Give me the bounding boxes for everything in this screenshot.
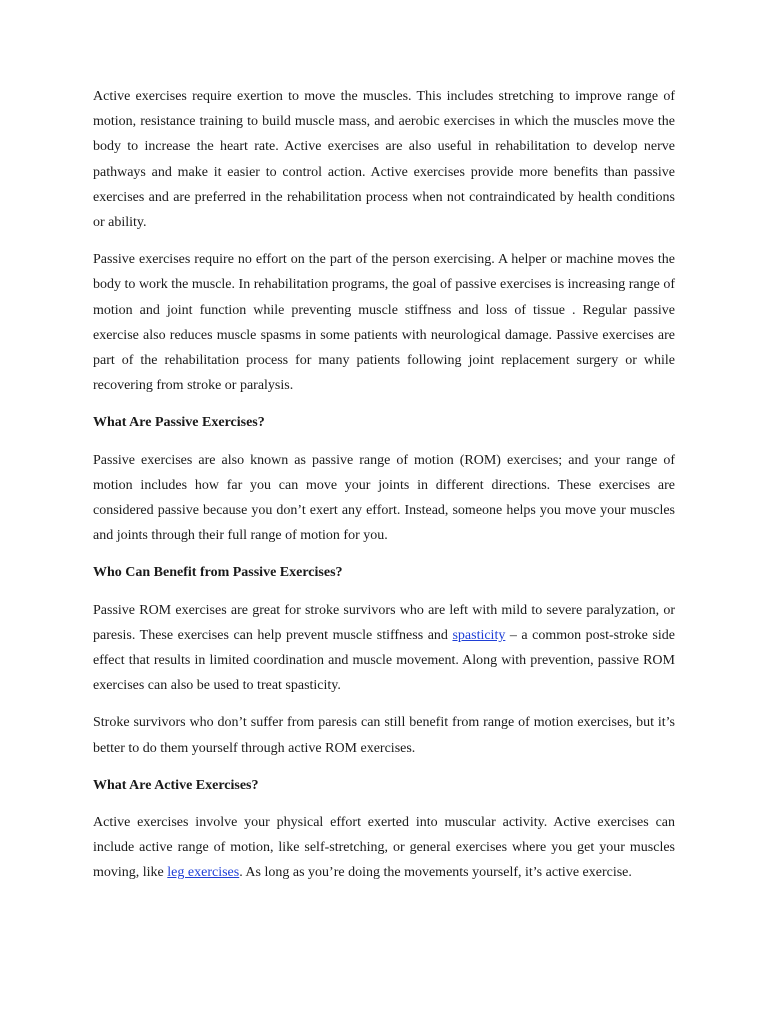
paragraph-stroke-survivors-active: Stroke survivors who don’t suffer from paresis can still benefit from range of motion exercises, but it’s better to do them yourself through active ROM exercises. xyxy=(93,715,675,756)
heading-what-are-active-exercises: What Are Active Exercises? xyxy=(93,777,259,793)
paragraph-text-segment: – a common post-stroke side effect that results in limited coordination and muscle movement. Along with prevention, passive ROM exercises can also be used to treat spasticity. xyxy=(93,627,675,694)
paragraph-text-segment: . As long as you’re doing the movements yourself, it’s active exercise. xyxy=(239,865,632,881)
paragraph-text-segment: Active exercises involve your physical effort exerted into muscular activity. Active exercises can include active range of motion, like self-stretching, or general exercises where you get your muscles moving, like xyxy=(93,815,675,881)
paragraph-active-exercises-intro: Active exercises require exertion to move the muscles. This includes stretching to improve range of motion, resistance training to build muscle mass, and aerobic exercises in which the muscles move the body to increase the heart rate. Active exercises are also useful in rehabilitation to develop nerve pathways and make it easier to control action. Active exercises provide more benefits than passive exercises and are preferred in the rehabilitation process when not contraindicated by health conditions or ability. xyxy=(93,89,675,231)
document-page xyxy=(93,84,675,898)
heading-who-can-benefit: Who Can Benefit from Passive Exercises? xyxy=(93,565,343,581)
spasticity-link[interactable]: spasticity xyxy=(452,627,506,643)
leg-exercises-link[interactable]: leg exercises xyxy=(167,865,240,881)
paragraph-passive-rom-definition: Passive exercises are also known as passive range of motion (ROM) exercises; and your range of motion includes how far you can move your joints in different directions. These exercises are considered passive because you don’t exert any effort. Instead, someone helps you move your muscles and joints through their full range of motion for you. xyxy=(93,452,675,544)
paragraph-active-exercises-definition xyxy=(93,810,675,886)
heading-what-are-passive-exercises: What Are Passive Exercises? xyxy=(93,415,265,431)
paragraph-stroke-survivors-passive xyxy=(93,598,675,699)
paragraph-passive-exercises-intro: Passive exercises require no effort on the part of the person exercising. A helper or machine moves the body to work the muscle. In rehabilitation programs, the goal of passive exercises is increasing range of motion and joint function while preventing muscle stiffness and loss of tissue . Regular passive exercise also reduces muscle spasms in some patients with neurological damage. Passive exercises are part of the rehabilitation process for many patients following joint replacement surgery or while recovering from stroke or paralysis. xyxy=(93,252,675,394)
paragraph-text-segment: Passive ROM exercises are great for stroke survivors who are left with mild to severe paralyzation, or paresis. These exercises can help prevent muscle stiffness and xyxy=(93,602,675,643)
